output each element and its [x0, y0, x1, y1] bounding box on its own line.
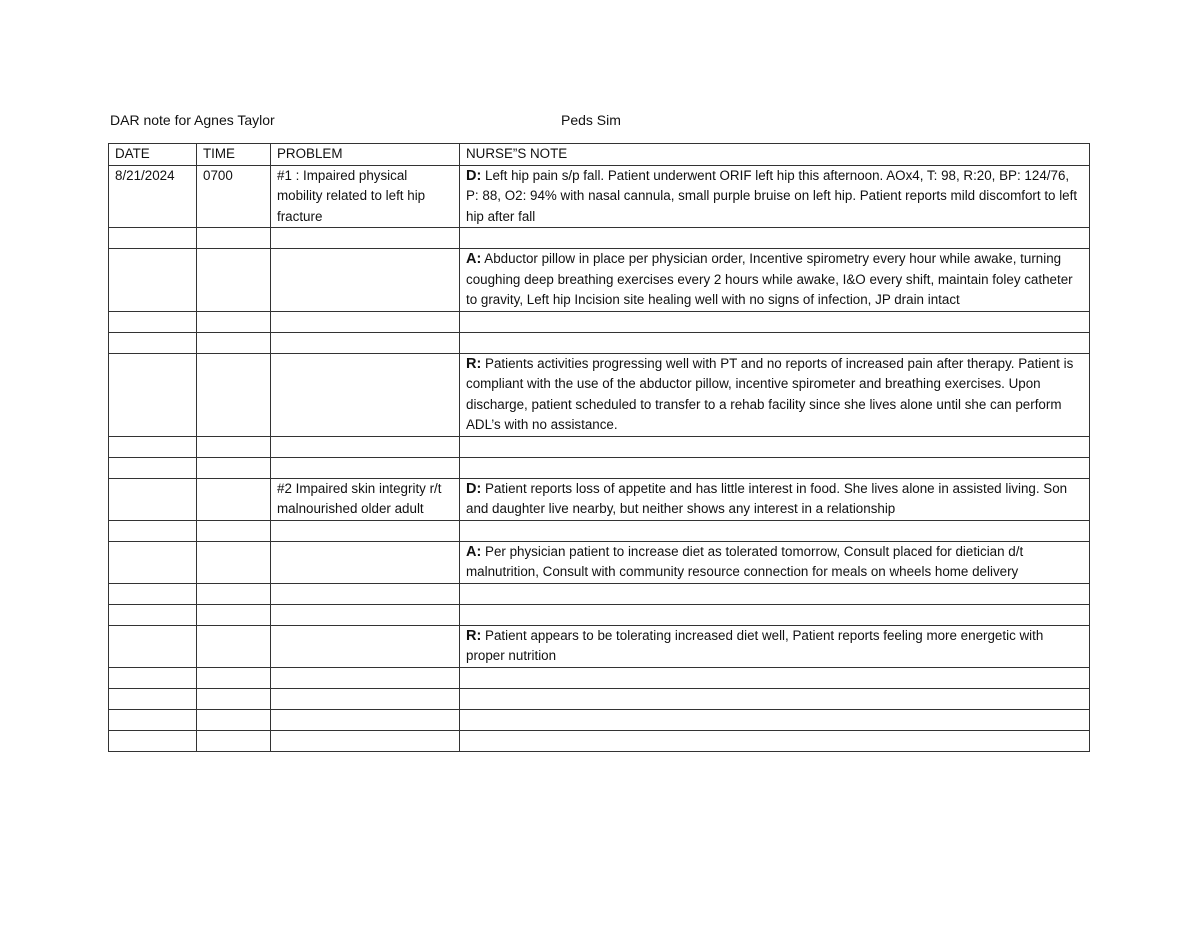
nurses-note-cell: [460, 249, 1090, 312]
date-cell: [109, 457, 197, 478]
date-cell: [109, 332, 197, 353]
dar-tag: R:: [466, 627, 482, 644]
dar-note-table: [108, 143, 1090, 752]
nurses-note-cell: [460, 730, 1090, 751]
time-cell: [197, 625, 271, 667]
problem-cell: #2 Impaired skin integrity r/t malnourished older adult: [271, 478, 460, 520]
problem-cell: [271, 583, 460, 604]
column-header-problem: PROBLEM: [271, 144, 460, 166]
table-row: [109, 688, 1090, 709]
nurses-note-cell: [460, 625, 1090, 667]
date-cell: [109, 709, 197, 730]
table-row: [109, 541, 1090, 583]
nurses-note-cell: [460, 332, 1090, 353]
time-cell: [197, 311, 271, 332]
time-cell: [197, 667, 271, 688]
time-cell: 0700: [197, 165, 271, 228]
column-header-date: DATE: [109, 144, 197, 166]
problem-cell: [271, 709, 460, 730]
problem-cell: [271, 730, 460, 751]
nurses-note-cell: [460, 667, 1090, 688]
problem-cell: #1 : Impaired physical mobility related to left hip fracture: [271, 165, 460, 228]
nurses-note-cell: [460, 541, 1090, 583]
problem-cell: [271, 457, 460, 478]
problem-cell: [271, 353, 460, 436]
table-row: [109, 730, 1090, 751]
date-cell: [109, 311, 197, 332]
table-row: [109, 709, 1090, 730]
time-cell: [197, 688, 271, 709]
date-cell: [109, 667, 197, 688]
problem-cell: [271, 667, 460, 688]
date-cell: [109, 249, 197, 312]
dar-tag: A:: [466, 251, 482, 267]
note-text: Left hip pain s/p fall. Patient underwent ORIF left hip this afternoon. AOx4, T: 98, R:20, BP: 124/76, P: 88, O2: 94% with nasal cannula, small purple bruise on left hip. Patient reports mild discomfort to left hip after fall: [466, 167, 1078, 224]
time-cell: [197, 436, 271, 457]
dar-tag: A:: [466, 543, 482, 560]
nurses-note-cell: [460, 688, 1090, 709]
nurses-note-cell: [460, 228, 1090, 249]
page-title: DAR note for Agnes Taylor: [110, 112, 275, 128]
problem-cell: [271, 332, 460, 353]
date-cell: [109, 604, 197, 625]
date-cell: [109, 625, 197, 667]
table-row: [109, 583, 1090, 604]
table-row: [109, 436, 1090, 457]
table-row: [109, 667, 1090, 688]
time-cell: [197, 730, 271, 751]
table-row: [109, 604, 1090, 625]
table-header-row: [109, 144, 1090, 166]
page-subtitle: Peds Sim: [561, 112, 621, 128]
table-row: [109, 353, 1090, 436]
table-row: [109, 249, 1090, 312]
table-row: [109, 478, 1090, 520]
date-cell: [109, 478, 197, 520]
nurses-note-cell: [460, 583, 1090, 604]
note-text: Patients activities progressing well with PT and no reports of increased pain after therapy. Patient is compliant with the use of the abductor pillow, incentive spirometer and breathing exercises. Upon discharge, patient scheduled to transfer to a rehab facility since she lives alone until she can perform ADL’s with no assistance.: [466, 355, 1074, 432]
table-row: [109, 332, 1090, 353]
time-cell: [197, 249, 271, 312]
dar-tag: R:: [466, 355, 482, 372]
date-cell: [109, 228, 197, 249]
column-header-time: TIME: [197, 144, 271, 166]
problem-cell: [271, 436, 460, 457]
problem-cell: [271, 541, 460, 583]
time-cell: [197, 228, 271, 249]
dar-tag: D:: [466, 480, 482, 497]
note-text: Per physician patient to increase diet as tolerated tomorrow, Consult placed for dietician d/t malnutrition, Consult with community resource connection for meals on wheels home delivery: [466, 543, 1024, 579]
problem-cell: [271, 249, 460, 312]
table-row: [109, 228, 1090, 249]
date-cell: [109, 436, 197, 457]
nurses-note-cell: [460, 457, 1090, 478]
problem-cell: [271, 625, 460, 667]
nurses-note-cell: [460, 478, 1090, 520]
time-cell: [197, 709, 271, 730]
time-cell: [197, 457, 271, 478]
time-cell: [197, 478, 271, 520]
time-cell: [197, 604, 271, 625]
column-header-nurses-note: NURSE”S NOTE: [460, 144, 1090, 166]
date-cell: [109, 730, 197, 751]
problem-cell: [271, 520, 460, 541]
date-cell: [109, 520, 197, 541]
nurses-note-cell: [460, 436, 1090, 457]
time-cell: [197, 332, 271, 353]
date-cell: [109, 583, 197, 604]
date-cell: [109, 541, 197, 583]
date-cell: [109, 353, 197, 436]
note-text: Patient appears to be tolerating increased diet well, Patient reports feeling more energetic with proper nutrition: [466, 627, 1044, 663]
note-text: Abductor pillow in place per physician order, Incentive spirometry every hour while awake, turning coughing deep breathing exercises every 2 hours while awake, I&O every shift, maintain foley catheter to gravity, Left hip Incision site healing well with no signs of infection, JP drain intact: [466, 251, 1073, 307]
time-cell: [197, 353, 271, 436]
note-text: Patient reports loss of appetite and has little interest in food. She lives alone in assisted living. Son and daughter live nearby, but neither shows any interest in a relationship: [466, 480, 1068, 516]
table-row: [109, 165, 1090, 228]
nurses-note-cell: [460, 353, 1090, 436]
time-cell: [197, 541, 271, 583]
nurses-note-cell: [460, 311, 1090, 332]
table-row: [109, 625, 1090, 667]
time-cell: [197, 520, 271, 541]
dar-tag: D:: [466, 167, 482, 184]
nurses-note-cell: [460, 709, 1090, 730]
nurses-note-cell: [460, 604, 1090, 625]
table-row: [109, 520, 1090, 541]
date-cell: 8/21/2024: [109, 165, 197, 228]
problem-cell: [271, 688, 460, 709]
nurses-note-cell: [460, 165, 1090, 228]
time-cell: [197, 583, 271, 604]
nurses-note-cell: [460, 520, 1090, 541]
table-row: [109, 311, 1090, 332]
problem-cell: [271, 311, 460, 332]
table-body: [109, 165, 1090, 751]
problem-cell: [271, 228, 460, 249]
table-row: [109, 457, 1090, 478]
problem-cell: [271, 604, 460, 625]
date-cell: [109, 688, 197, 709]
